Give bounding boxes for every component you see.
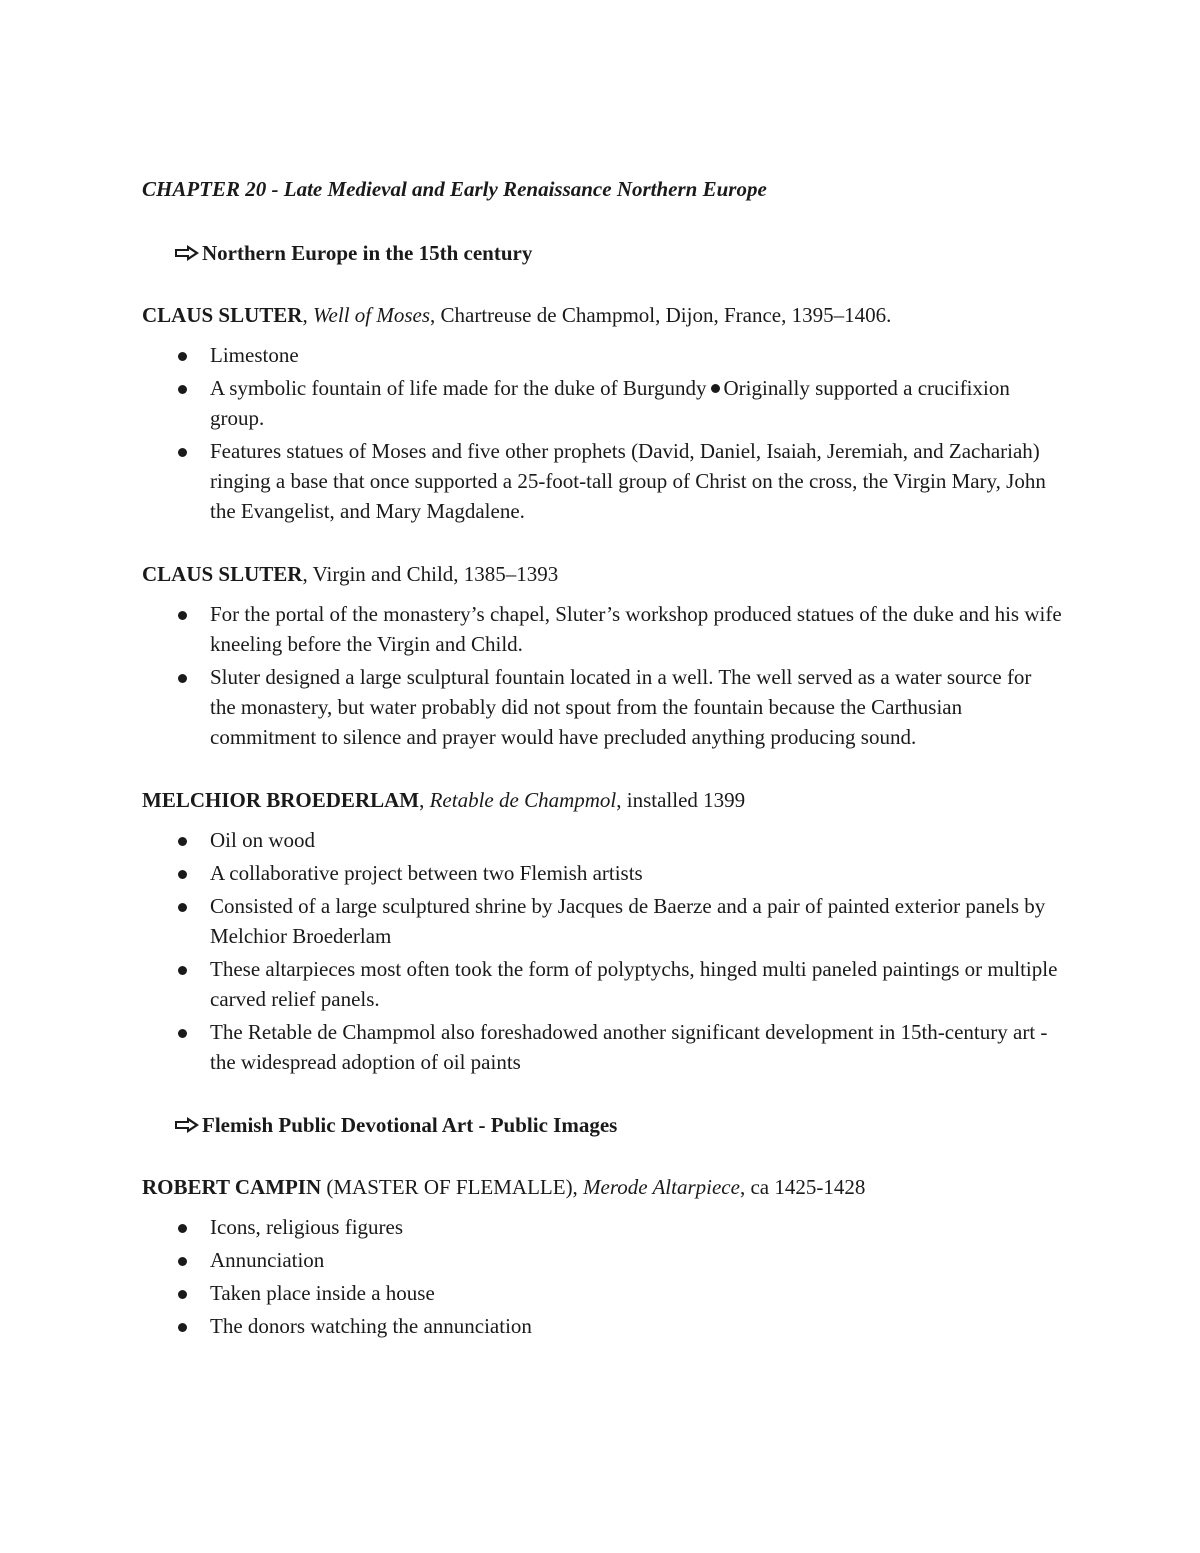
separator: , [419,788,430,812]
list-item [142,373,1062,433]
list-item-text: A symbolic fountain of life made for the duke of Burgundy [210,376,707,400]
bullet-icon [178,448,187,457]
bullet-icon [178,674,187,683]
artist-alias: (MASTER OF FLEMALLE), [321,1175,584,1199]
section-heading-text: Flemish Public Devotional Art - Public Images [202,1113,618,1137]
work-details: , ca 1425-1428 [739,1175,866,1199]
work-details: , Virgin and Child, 1385–1393 [302,562,559,586]
artist-name: ROBERT CAMPIN [142,1175,322,1199]
list-item-text: For the portal of the monastery’s chapel, Sluter’s workshop produced statues of the duke and his wife kneeling before the Virgin and Child. [210,602,1062,656]
list-item-text: Limestone [210,343,299,367]
document-content [142,174,1062,1344]
bullet-icon [178,611,187,620]
work-title: Merode Altarpiece [583,1175,740,1199]
work-title: Retable de Champmol [429,788,617,812]
list-item-text: A collaborative project between two Flemish artists [210,861,643,885]
artist-name: CLAUS SLUTER [142,562,303,586]
bullet-icon [178,1029,187,1038]
list-item [142,662,1062,752]
entry-title-merode-altarpiece [142,1172,1062,1202]
list-item [142,1311,1062,1341]
bullet-list-merode-altarpiece [142,1212,1062,1341]
bullet-icon [178,1257,187,1266]
bullet-list-virgin-and-child [142,599,1062,752]
arrow-right-icon [174,244,200,262]
bullet-icon [178,966,187,975]
artist-name: MELCHIOR BROEDERLAM [142,788,420,812]
section-heading-flemish-devotional-art [174,1110,1062,1140]
list-item [142,1278,1062,1308]
list-item [142,599,1062,659]
bullet-icon [178,385,187,394]
list-item-text: The Retable de Champmol also foreshadowed another significant development in 15th-century art - the widespread adoption of oil paints [210,1020,1048,1074]
bullet-list-well-of-moses [142,340,1062,526]
bullet-icon [178,837,187,846]
list-item-text: The donors watching the annunciation [210,1314,532,1338]
list-item [142,825,1062,855]
bullet-icon [178,903,187,912]
artist-name: CLAUS SLUTER [142,303,303,327]
list-item [142,954,1062,1014]
list-item [142,1017,1062,1077]
list-item [142,340,1062,370]
list-item [142,436,1062,526]
section-heading-northern-europe [174,238,1062,268]
separator: , [302,303,313,327]
section-heading-text: Northern Europe in the 15th century [202,241,533,265]
bullet-icon [178,870,187,879]
list-item [142,858,1062,888]
list-item [142,1212,1062,1242]
list-item-text: Consisted of a large sculptured shrine by Jacques de Baerze and a pair of painted exterior panels by Melchior Broederlam [210,894,1046,948]
bullet-icon [178,1323,187,1332]
work-details: , Chartreuse de Champmol, Dijon, France, 1395–1406. [430,303,892,327]
bullet-icon [178,1224,187,1233]
work-title: Well of Moses [312,303,431,327]
list-item-text: Icons, religious figures [210,1215,404,1239]
list-item-text: Oil on wood [210,828,315,852]
bullet-icon [178,352,187,361]
bullet-icon [178,1290,187,1299]
list-item [142,1245,1062,1275]
list-item-text: These altarpieces most often took the form of polyptychs, hinged multi paneled paintings or multiple carved relief panels. [210,957,1058,1011]
bullet-icon [711,384,720,393]
arrow-right-icon [174,1116,200,1134]
list-item-text: Sluter designed a large sculptural fountain located in a well. The well served as a water source for the monastery, but water probably did not spout from the fountain because the Carthusian commitment to silence and prayer would have precluded anything producing sound. [210,665,1032,749]
work-details: , installed 1399 [616,788,746,812]
entry-title-retable-de-champmol [142,785,1062,815]
chapter-title: CHAPTER 20 - Late Medieval and Early Renaissance Northern Europe [142,177,767,201]
entry-title-virgin-and-child [142,559,1062,589]
list-item-text: Annunciation [210,1248,325,1272]
list-item-text: Taken place inside a house [210,1281,435,1305]
bullet-list-retable-de-champmol [142,825,1062,1077]
list-item-text: Originally supported a crucifixion group. [210,376,1010,430]
entry-title-well-of-moses [142,300,1062,330]
list-item [142,891,1062,951]
list-item-text: Features statues of Moses and five other prophets (David, Daniel, Isaiah, Jeremiah, and Zachariah) ringing a base that once supported a 25-foot-tall group of Christ on the cross, the Virgin Mary, John the Evangelist, and Mary Magdalene. [210,439,1046,523]
